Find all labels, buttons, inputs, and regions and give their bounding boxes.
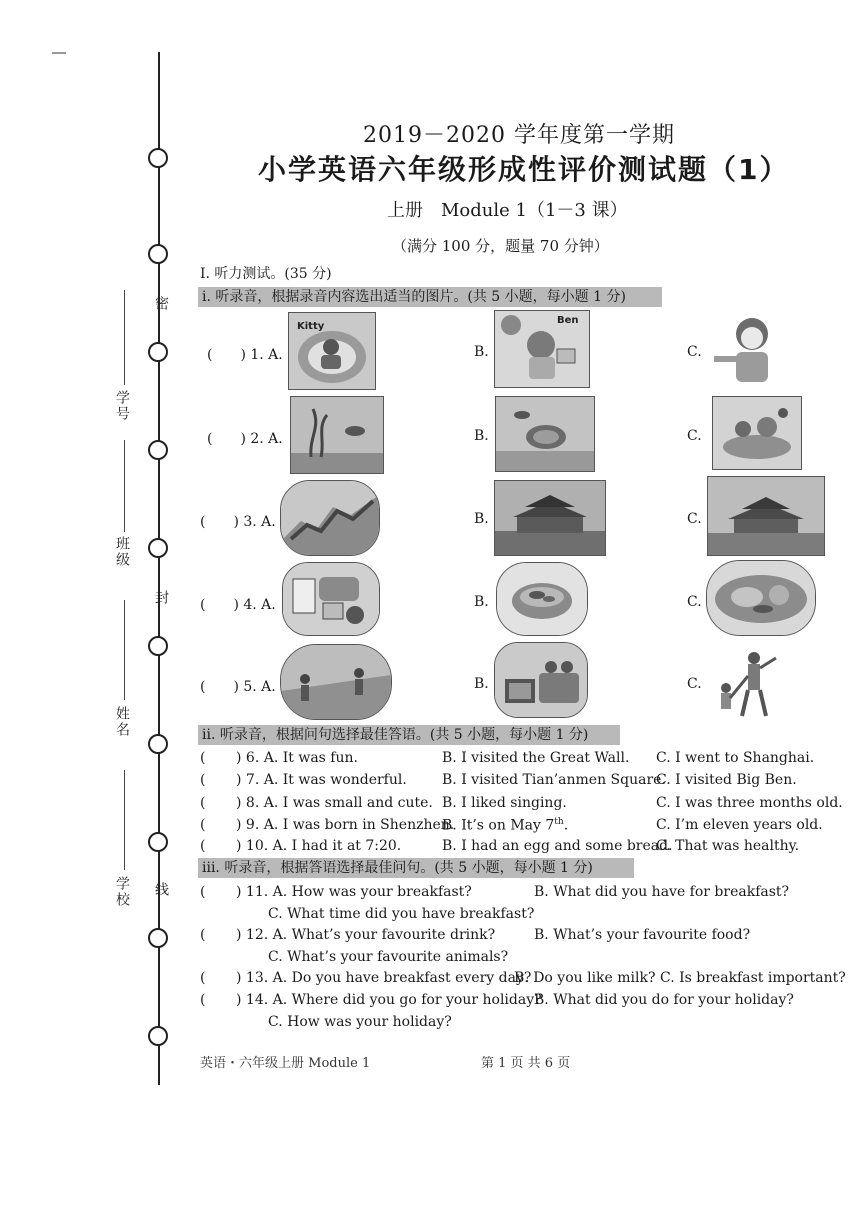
q12-paren: ( xyxy=(200,927,206,943)
school-year: 2019－2020 学年度第一学期 xyxy=(363,123,675,148)
q2-option-b: B. xyxy=(474,428,489,444)
q2-option-b-image[interactable] xyxy=(495,396,595,472)
section-iii-header: iii. 听录音，根据答语选择最佳问句。(共 5 小题，每小题 1 分) xyxy=(198,858,634,878)
q5-number: ( ) 5. A. xyxy=(200,679,276,695)
q5-option-c-image[interactable] xyxy=(708,646,782,720)
q6-option-b: B. I visited the Great Wall. xyxy=(442,750,630,766)
q11-paren: ( xyxy=(200,884,206,900)
q3-option-b-image[interactable] xyxy=(494,480,606,556)
q9-paren: ( xyxy=(200,817,206,833)
class-line[interactable] xyxy=(124,440,125,532)
q3-option-c: C. xyxy=(687,511,702,527)
q9-option-b-sup: th xyxy=(554,817,564,827)
q5-option-a-image[interactable] xyxy=(280,644,392,720)
q7-option-b: B. I visited Tian’anmen Square. xyxy=(442,772,666,788)
q14-option-a: ) 14. A. Where did you go for your holiday? xyxy=(236,992,542,1008)
q4-option-c: C. xyxy=(687,594,702,610)
school-line[interactable] xyxy=(124,770,125,870)
q4-number: ( ) 4. A. xyxy=(200,597,276,613)
margin-mi: 密 xyxy=(153,296,169,312)
q10-paren: ( xyxy=(200,838,206,854)
q3-option-b: B. xyxy=(474,511,489,527)
q14-option-c: C. How was your holiday? xyxy=(268,1014,452,1030)
q1-option-b-image[interactable] xyxy=(494,310,590,388)
q14-option-b: B. What did you do for your holiday? xyxy=(534,992,794,1008)
q10-option-b: B. I had an egg and some bread. xyxy=(442,838,673,854)
margin-xian: 线 xyxy=(153,882,169,898)
q13-paren: ( xyxy=(200,970,206,986)
q14-paren: ( xyxy=(200,992,206,1008)
corner-mark xyxy=(52,52,66,54)
binding-hole xyxy=(148,636,168,656)
q1-option-b: B. xyxy=(474,344,489,360)
q12-option-b: B. What’s your favourite food? xyxy=(534,927,751,943)
q12-option-a: ) 12. A. What’s your favourite drink? xyxy=(236,927,496,943)
q9-option-b-end: . xyxy=(563,817,569,834)
q5-option-b: B. xyxy=(474,676,489,692)
binding-hole xyxy=(148,244,168,264)
q13-option-a: ) 13. A. Do you have breakfast every day? xyxy=(236,970,532,986)
part1-title: I. 听力测试。(35 分) xyxy=(200,266,332,282)
margin-feng: 封 xyxy=(153,590,169,606)
q4-option-a-image[interactable] xyxy=(282,562,380,636)
q8-option-a: ) 8. A. I was small and cute. xyxy=(236,795,433,811)
q10-option-c: C. That was healthy. xyxy=(656,838,800,854)
q6-option-a: ) 6. A. It was fun. xyxy=(236,750,358,766)
margin-class-label: 班级 xyxy=(114,536,130,568)
section-i-header: i. 听录音，根据录音内容选出适当的图片。(共 5 小题，每小题 1 分) xyxy=(198,287,662,307)
q8-option-c: C. I was three months old. xyxy=(656,795,843,811)
q11-option-c: C. What time did you have breakfast? xyxy=(268,906,535,922)
q4-option-c-image[interactable] xyxy=(706,560,816,636)
binding-hole xyxy=(148,440,168,460)
q2-number: ( ) 2. A. xyxy=(207,431,283,447)
exam-title: 小学英语六年级形成性评价测试题（1） xyxy=(258,153,790,186)
q1-option-c: C. xyxy=(687,344,702,360)
q2-option-a-image[interactable] xyxy=(290,396,384,474)
section-ii-header: ii. 听录音，根据问句选择最佳答语。(共 5 小题，每小题 1 分) xyxy=(198,725,620,745)
q11-option-b: B. What did you have for breakfast? xyxy=(534,884,790,900)
q7-paren: ( xyxy=(200,772,206,788)
q9-option-a: ) 9. A. I was born in Shenzhen. xyxy=(236,817,455,833)
q3-option-c-image[interactable] xyxy=(707,476,825,556)
binding-hole xyxy=(148,1026,168,1046)
q3-option-a-image[interactable] xyxy=(280,480,380,556)
q3-number: ( ) 3. A. xyxy=(200,514,276,530)
binding-hole xyxy=(148,734,168,754)
q7-option-c: C. I visited Big Ben. xyxy=(656,772,797,788)
binding-hole xyxy=(148,148,168,168)
margin-student-no-label: 学号 xyxy=(114,390,130,422)
exam-subtitle: 上册 Module 1（1－3 课） xyxy=(387,200,628,221)
margin-name-label: 姓名 xyxy=(114,706,130,738)
exam-meta: （满分 100 分，题量 70 分钟） xyxy=(392,237,609,255)
q4-option-b-image[interactable] xyxy=(496,562,588,636)
q5-option-b-image[interactable] xyxy=(494,642,588,718)
q6-paren: ( xyxy=(200,750,206,766)
name-line[interactable] xyxy=(124,600,125,700)
q1-option-c-image[interactable] xyxy=(708,312,786,390)
q4-option-b: B. xyxy=(474,594,489,610)
binding-hole xyxy=(148,832,168,852)
q6-option-c: C. I went to Shanghai. xyxy=(656,750,815,766)
student-no-line[interactable] xyxy=(124,290,125,385)
q9-option-b-text: B. It’s on May 7 xyxy=(442,817,555,834)
q7-option-a: ) 7. A. It was wonderful. xyxy=(236,772,407,788)
margin-school-label: 学校 xyxy=(114,876,130,908)
q1-option-a-image[interactable] xyxy=(288,312,376,390)
q5-option-c: C. xyxy=(687,676,702,692)
q9-option-b xyxy=(442,817,568,834)
q10-option-a: ) 10. A. I had it at 7:20. xyxy=(236,838,402,854)
q13-option-b: B. Do you like milk? xyxy=(514,970,656,986)
q1-number: ( ) 1. A. xyxy=(207,347,283,363)
q8-paren: ( xyxy=(200,795,206,811)
footer-page-number: 第 1 页 共 6 页 xyxy=(481,1056,571,1071)
q2-option-c: C. xyxy=(687,428,702,444)
binding-hole xyxy=(148,342,168,362)
binding-hole xyxy=(148,928,168,948)
ben-label: Ben xyxy=(557,315,579,326)
q2-option-c-image[interactable] xyxy=(712,396,802,470)
binding-hole xyxy=(148,538,168,558)
kitty-label: Kitty xyxy=(297,321,325,332)
q13-option-c: C. Is breakfast important? xyxy=(660,970,846,986)
q11-option-a: ) 11. A. How was your breakfast? xyxy=(236,884,472,900)
footer-subject: 英语・六年级上册 Module 1 xyxy=(200,1056,371,1071)
q8-option-b: B. I liked singing. xyxy=(442,795,567,811)
q9-option-c: C. I’m eleven years old. xyxy=(656,817,823,833)
q12-option-c: C. What’s your favourite animals? xyxy=(268,949,509,965)
